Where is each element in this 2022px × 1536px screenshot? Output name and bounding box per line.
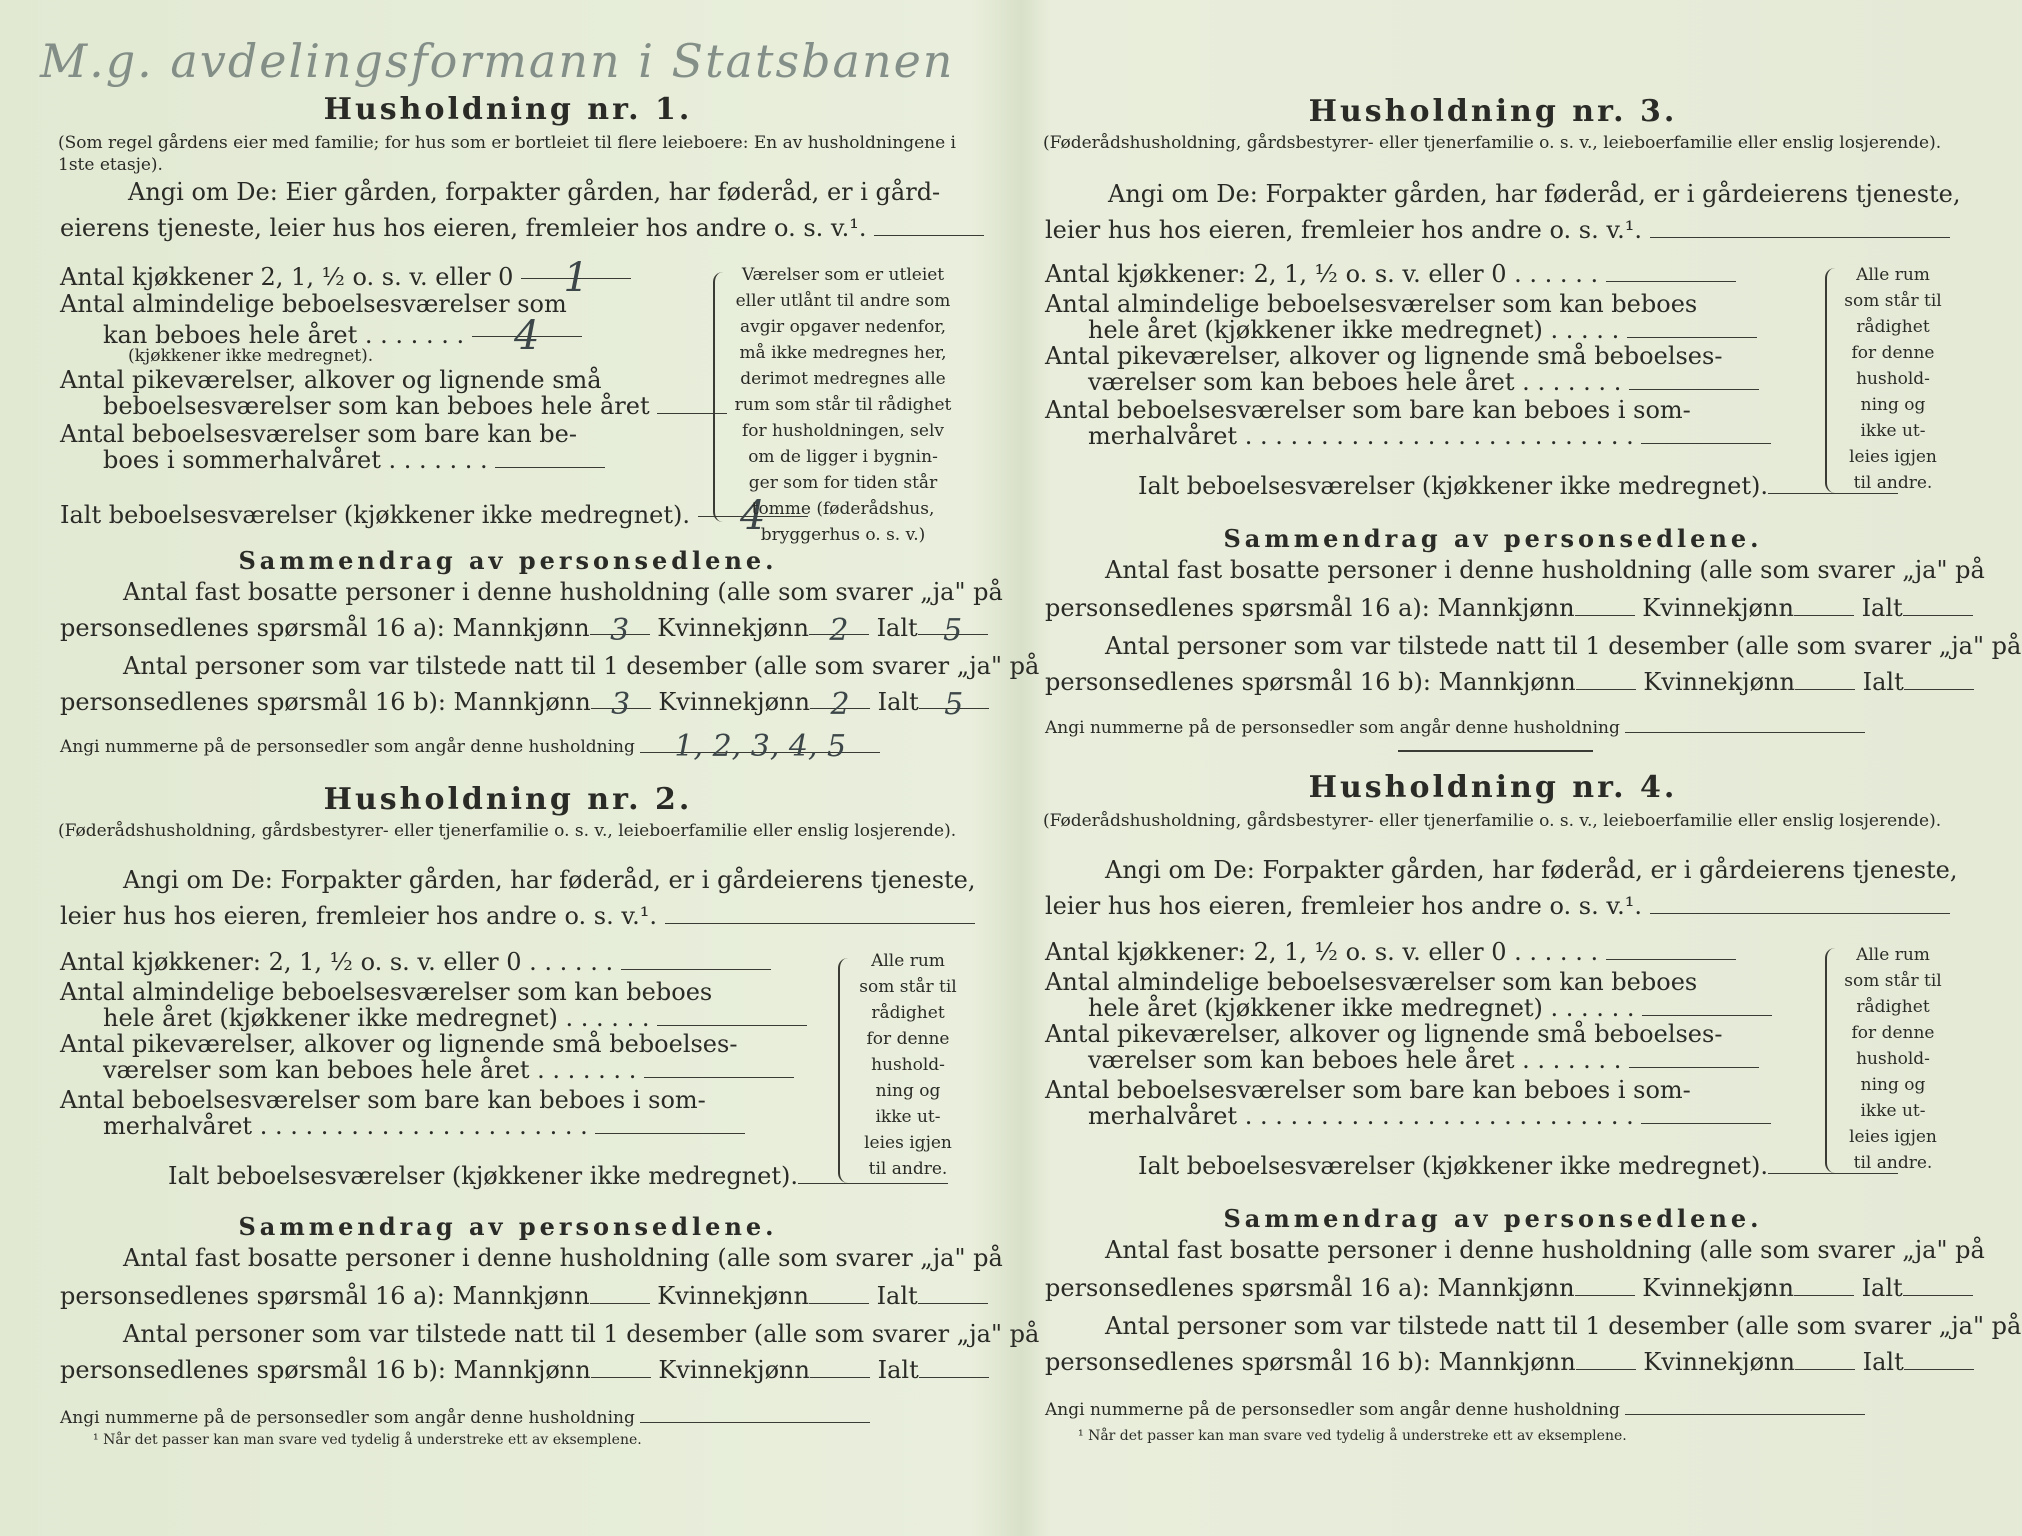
household-2-small-rooms: værelser som kan beboes hele året . . . . . . . — [103, 1056, 794, 1084]
q16b-female-fill — [1795, 669, 1855, 690]
household-4-summer-rooms-label-1: Antal beboelsesværelser som bare kan beboes i som- — [1045, 1076, 1691, 1104]
note-line: om de ligger i bygnin- — [748, 447, 938, 467]
rooms-value-fill — [472, 313, 582, 359]
household-1-q16b — [60, 687, 989, 722]
household-4-ownership-q2 — [1045, 892, 1950, 920]
household-2-title: Husholdning nr. 2. — [323, 782, 693, 817]
note-line: Alle rum — [871, 951, 945, 971]
ownership-fill — [874, 215, 984, 236]
household-2-q16b — [60, 1356, 989, 1384]
household-4-summer-rooms: merhalvåret . . . . . . . . . . . . . . . . . . . . . . . . . . — [1088, 1102, 1771, 1130]
q16a-total-value: 5 — [943, 613, 963, 648]
household-1-small-rooms-label-1: Antal pikeværelser, alkover og lignende små — [60, 366, 602, 394]
household-1-small-rooms — [103, 392, 727, 420]
q16b-male-fill — [1576, 1349, 1636, 1370]
household-4-note — [1833, 942, 1953, 1176]
household-1-ownership-q1: Angi om De: Eier gården, forpakter gården, har føderåd, er i gård- — [128, 178, 941, 206]
numbers-label: Angi nummerne på de personsedler som angår denne husholdning — [1045, 718, 1620, 738]
household-1-summer-rooms-label-1: Antal beboelsesværelser som bare kan be- — [60, 420, 577, 448]
household-2-q16a-text: Antal fast bosatte personer i denne husholdning (alle som svarer „ja" på — [123, 1244, 1003, 1272]
household-3-small-rooms: værelser som kan beboes hele året . . . . . . . — [1088, 368, 1759, 396]
q16b-female-fill — [810, 1357, 870, 1378]
footnote-right: ¹ Når det passer kan man svare ved tydelig å understreke ett av eksemplene. — [1078, 1428, 1627, 1444]
household-4-summary-title: Sammendrag av personsedlene. — [1223, 1204, 1763, 1233]
male-label: Mannkjønn — [453, 688, 591, 716]
male-label: Mannkjønn — [1437, 594, 1575, 622]
small-rooms-fill — [1629, 1047, 1759, 1068]
note-line: Alle rum — [1856, 265, 1930, 285]
household-2-q16b-text: Antal personer som var tilstede natt til 1 desember (alle som svarer „ja" på — [123, 1320, 1040, 1348]
household-1-note — [723, 262, 963, 548]
small-rooms-label: værelser som kan beboes hele året — [1088, 1046, 1515, 1074]
numbers-fill — [640, 1402, 870, 1423]
kitchens-fill — [621, 949, 771, 970]
kitchens-value-fill — [521, 255, 631, 301]
kitchens-label: Antal kjøkkener 2, 1, ½ o. s. v. eller 0 — [60, 263, 514, 291]
q16a-label: personsedlenes spørsmål 16 a): — [1045, 1274, 1430, 1302]
female-label: Kvinnekjønn — [1642, 594, 1794, 622]
q16a-total-fill — [918, 613, 988, 648]
q16a-total-fill — [918, 1283, 988, 1304]
ownership-fill — [1650, 893, 1950, 914]
household-3-numbers — [1045, 712, 1865, 738]
household-3-small-rooms-label-1: Antal pikeværelser, alkover og lignende små beboelses- — [1045, 342, 1723, 370]
rooms-label: kan beboes hele året — [103, 321, 358, 349]
household-2-intro: (Føderådshusholdning, gårdsbestyrer- eller tjenerfamilie o. s. v., leieboerfamilie eller enslig losjerende). — [58, 821, 957, 841]
household-3-note — [1833, 262, 1953, 496]
household-2-ownership-q1: Angi om De: Forpakter gården, har føderåd, er i gårdeierens tjeneste, — [123, 866, 976, 894]
household-1-rooms-label-1: Antal almindelige beboelsesværelser som — [60, 290, 567, 318]
household-3-rooms-label-1: Antal almindelige beboelsesværelser som kan beboes — [1045, 290, 1698, 318]
note-line: bryggerhus o. s. v.) — [760, 525, 926, 545]
total-label: Ialt — [1861, 594, 1903, 622]
household-4-q16b-text: Antal personer som var tilstede natt til 1 desember (alle som svarer „ja" på — [1105, 1312, 2022, 1340]
rooms-value: 4 — [513, 313, 540, 359]
numbers-value: 1, 2, 3, 4, 5 — [674, 729, 847, 764]
household-4-small-rooms: værelser som kan beboes hele året . . . . . . . — [1088, 1046, 1759, 1074]
summer-rooms-fill — [495, 447, 605, 468]
household-3-ownership-q2 — [1045, 216, 1950, 244]
note-line: rum som står til rådighet — [734, 395, 952, 415]
note-line: leies igjen — [1849, 1127, 1937, 1147]
note-line: ikke ut- — [875, 1107, 941, 1127]
note-line: rådighet — [1856, 997, 1930, 1017]
household-1-numbers — [60, 729, 880, 764]
q16a-female-fill — [809, 613, 869, 648]
household-1-q16a-text: Antal fast bosatte personer i denne husholdning (alle som svarer „ja" på — [123, 578, 1003, 606]
note-line: for denne — [1851, 1023, 1935, 1043]
q16a-female-fill — [1794, 595, 1854, 616]
household-4-intro: (Føderådshusholdning, gårdsbestyrer- eller tjenerfamilie o. s. v., leieboerfamilie eller enslig losjerende). — [1043, 811, 1942, 831]
note-line: som står til — [1844, 291, 1942, 311]
q16a-female-value: 2 — [829, 613, 849, 648]
note-line: som står til — [1844, 971, 1942, 991]
kitchens-fill — [1606, 939, 1736, 960]
household-1-summer-rooms: boes i sommerhalvåret . . . . . . . — [103, 446, 605, 474]
male-label: Mannkjønn — [1437, 1274, 1575, 1302]
q16a-male-value: 3 — [610, 613, 630, 648]
q16b-male-fill — [591, 687, 651, 722]
female-label: Kvinnekjønn — [1643, 668, 1795, 696]
summer-rooms-label: merhalvåret — [1088, 1102, 1238, 1130]
q16b-male-fill — [1576, 669, 1636, 690]
total-label: Ialt beboelsesværelser (kjøkkener ikke medregnet). — [60, 501, 691, 529]
household-4-q16a — [1045, 1274, 1973, 1302]
note-line: hushold- — [1856, 1049, 1930, 1069]
note-line: hushold- — [1856, 369, 1930, 389]
q16a-label: personsedlenes spørsmål 16 a): — [60, 614, 445, 642]
q16a-male-fill — [590, 613, 650, 648]
household-4-numbers — [1045, 1394, 1865, 1420]
male-label: Mannkjønn — [452, 614, 590, 642]
note-line: til andre. — [1853, 473, 1933, 493]
rooms-fill — [1642, 995, 1772, 1016]
note-line: for denne — [866, 1029, 950, 1049]
household-4-small-rooms-label-1: Antal pikeværelser, alkover og lignende små beboelses- — [1045, 1020, 1723, 1048]
small-rooms-label: værelser som kan beboes hele året — [1088, 368, 1515, 396]
household-2-numbers — [60, 1402, 870, 1428]
q16b-total-value: 5 — [944, 687, 964, 722]
household-1-rooms-note: (kjøkkener ikke medregnet). — [128, 346, 374, 366]
note-line: som står til — [859, 977, 957, 997]
household-2-summer-rooms-label-1: Antal beboelsesværelser som bare kan beboes i som- — [60, 1086, 706, 1114]
household-1-title: Husholdning nr. 1. — [323, 92, 693, 127]
female-label: Kvinnekjønn — [657, 1282, 809, 1310]
q16a-male-fill — [590, 1283, 650, 1304]
total-label: Ialt — [1862, 668, 1904, 696]
household-2-ownership-q2 — [60, 902, 975, 930]
rooms-label: hele året (kjøkkener ikke medregnet) — [1088, 316, 1543, 344]
summer-rooms-fill — [1641, 1103, 1771, 1124]
handwritten-header-note: M.g. avdelingsformann i Statsbanen — [40, 34, 955, 88]
total-label: Ialt beboelsesværelser (kjøkkener ikke medregnet). — [1138, 1152, 1769, 1180]
section-divider — [1398, 750, 1593, 752]
total-label: Ialt — [1862, 1348, 1904, 1376]
household-2-total — [168, 1162, 948, 1190]
household-3-title: Husholdning nr. 3. — [1308, 94, 1678, 129]
q16a-female-fill — [809, 1283, 869, 1304]
household-4-rooms-label-1: Antal almindelige beboelsesværelser som kan beboes — [1045, 968, 1698, 996]
household-3-rooms: hele året (kjøkkener ikke medregnet) . . . . . — [1088, 316, 1757, 344]
household-1-q16b-text: Antal personer som var tilstede natt til 1 desember (alle som svarer „ja" på — [123, 652, 1040, 680]
numbers-label: Angi nummerne på de personsedler som angår denne husholdning — [1045, 1400, 1620, 1420]
note-line: til andre. — [868, 1159, 948, 1179]
household-3-q16b-text: Antal personer som var tilstede natt til 1 desember (alle som svarer „ja" på — [1105, 632, 2022, 660]
q16a-total-fill — [1903, 1275, 1973, 1296]
numbers-label: Angi nummerne på de personsedler som angår denne husholdning — [60, 737, 635, 757]
note-line: tomme (føderådshus, — [751, 499, 935, 519]
household-3-summer-rooms-label-1: Antal beboelsesværelser som bare kan beboes i som- — [1045, 396, 1691, 424]
total-label: Ialt — [877, 1356, 919, 1384]
male-label: Mannkjønn — [452, 1282, 590, 1310]
q16a-label: personsedlenes spørsmål 16 a): — [60, 1282, 445, 1310]
female-label: Kvinnekjønn — [658, 1356, 810, 1384]
male-label: Mannkjønn — [1438, 668, 1576, 696]
q16b-label: personsedlenes spørsmål 16 b): — [1045, 1348, 1431, 1376]
household-4-ownership-q1: Angi om De: Forpakter gården, har føderåd, er i gårdeierens tjeneste, — [1105, 856, 1958, 884]
rooms-fill — [657, 1005, 807, 1026]
ownership-q2-text: leier hus hos eieren, fremleier hos andre o. s. v.¹. — [1045, 892, 1642, 920]
note-line: må ikke medregnes her, — [739, 343, 947, 363]
ownership-fill — [1650, 217, 1950, 238]
household-2-q16a — [60, 1282, 988, 1310]
summer-rooms-fill — [1641, 423, 1771, 444]
total-label: Ialt — [876, 1282, 918, 1310]
household-3-total — [1138, 472, 1898, 500]
note-line: ikke ut- — [1860, 421, 1926, 441]
total-label: Ialt — [877, 688, 919, 716]
household-2-note — [848, 948, 968, 1182]
note-line: avgir opgaver nedenfor, — [739, 317, 946, 337]
household-3-ownership-q1: Angi om De: Forpakter gården, har føderåd, er i gårdeierens tjeneste, — [1108, 180, 1961, 208]
note-line: derimot medregnes alle — [740, 369, 946, 389]
note-line: Værelser som er utleiet — [741, 265, 945, 285]
note-line: ning og — [875, 1081, 941, 1101]
q16b-total-fill — [919, 687, 989, 722]
household-4-kitchens: Antal kjøkkener: 2, 1, ½ o. s. v. eller 0 . . . . . . — [1045, 938, 1736, 966]
ownership-q2-text: leier hus hos eieren, fremleier hos andre o. s. v.¹. — [60, 902, 657, 930]
rooms-label: hele året (kjøkkener ikke medregnet) — [103, 1004, 558, 1032]
household-4-q16a-text: Antal fast bosatte personer i denne husholdning (alle som svarer „ja" på — [1105, 1236, 1985, 1264]
female-label: Kvinnekjønn — [658, 688, 810, 716]
q16a-label: personsedlenes spørsmål 16 a): — [1045, 594, 1430, 622]
q16b-label: personsedlenes spørsmål 16 b): — [60, 688, 446, 716]
note-line: til andre. — [1853, 1153, 1933, 1173]
total-label: Ialt beboelsesværelser (kjøkkener ikke medregnet). — [168, 1162, 799, 1190]
q16a-total-fill — [1903, 595, 1973, 616]
household-3-q16a-text: Antal fast bosatte personer i denne husholdning (alle som svarer „ja" på — [1105, 556, 1985, 584]
household-4-q16b — [1045, 1348, 1974, 1376]
household-2-rooms-label-1: Antal almindelige beboelsesværelser som kan beboes — [60, 978, 713, 1006]
ownership-fill — [665, 903, 975, 924]
household-2-kitchens: Antal kjøkkener: 2, 1, ½ o. s. v. eller 0 . . . . . . — [60, 948, 771, 976]
total-label: Ialt beboelsesværelser (kjøkkener ikke medregnet). — [1138, 472, 1769, 500]
ownership-q2-text: leier hus hos eieren, fremleier hos andre o. s. v.¹. — [1045, 216, 1642, 244]
q16a-male-fill — [1575, 595, 1635, 616]
household-1-total — [60, 493, 808, 539]
kitchens-fill — [1606, 261, 1736, 282]
numbers-label: Angi nummerne på de personsedler som angår denne husholdning — [60, 1408, 635, 1428]
household-1-q16a — [60, 613, 988, 648]
ownership-q2-text: eierens tjeneste, leier hus hos eieren, fremleier hos andre o. s. v.¹. — [60, 214, 867, 242]
household-1-summary-title: Sammendrag av personsedlene. — [238, 546, 778, 575]
note-line: ger som for tiden står — [748, 473, 938, 493]
note-line: Alle rum — [1856, 945, 1930, 965]
q16b-total-fill — [1904, 669, 1974, 690]
note-line: for denne — [1851, 343, 1935, 363]
note-line: for husholdningen, selv — [741, 421, 945, 441]
rooms-label: hele året (kjøkkener ikke medregnet) — [1088, 994, 1543, 1022]
male-label: Mannkjønn — [1438, 1348, 1576, 1376]
q16b-male-fill — [591, 1357, 651, 1378]
household-1-ownership-q2 — [60, 214, 984, 242]
household-1-intro: (Som regel gårdens eier med familie; for hus som er bortleiet til flere leieboere: En av husholdningene i 1ste etasje). — [58, 133, 956, 175]
male-label: Mannkjønn — [453, 1356, 591, 1384]
household-3-kitchens: Antal kjøkkener: 2, 1, ½ o. s. v. eller 0 . . . . . . — [1045, 260, 1736, 288]
q16b-label: personsedlenes spørsmål 16 b): — [1045, 668, 1431, 696]
total-label: Ialt — [876, 614, 918, 642]
numbers-fill — [1625, 712, 1865, 733]
note-line: ning og — [1860, 1075, 1926, 1095]
q16b-total-fill — [919, 1357, 989, 1378]
note-line: rådighet — [871, 1003, 945, 1023]
household-2-summary-title: Sammendrag av personsedlene. — [238, 1212, 778, 1241]
household-3-summary-title: Sammendrag av personsedlene. — [1223, 524, 1763, 553]
q16b-label: personsedlenes spørsmål 16 b): — [60, 1356, 446, 1384]
kitchens-label: Antal kjøkkener: 2, 1, ½ o. s. v. eller 0 — [1045, 938, 1507, 966]
female-label: Kvinnekjønn — [657, 614, 809, 642]
kitchens-value: 1 — [563, 255, 589, 301]
q16a-female-fill — [1794, 1275, 1854, 1296]
note-line: hushold- — [871, 1055, 945, 1075]
footnote-left: ¹ Når det passer kan man svare ved tydelig å understreke ett av eksemplene. — [93, 1432, 642, 1448]
household-4-total — [1138, 1152, 1898, 1180]
note-line: eller utlånt til andre som — [735, 291, 951, 311]
kitchens-label: Antal kjøkkener: 2, 1, ½ o. s. v. eller 0 — [60, 948, 522, 976]
summer-rooms-label: merhalvåret — [103, 1112, 253, 1140]
household-1-kitchens — [60, 255, 631, 301]
rooms-fill — [1627, 317, 1757, 338]
household-3-intro: (Føderådshusholdning, gårdsbestyrer- eller tjenerfamilie o. s. v., leieboerfamilie eller enslig losjerende). — [1043, 133, 1942, 153]
household-2-rooms: hele året (kjøkkener ikke medregnet) . . . . . . — [103, 1004, 807, 1032]
note-line: ning og — [1860, 395, 1926, 415]
household-1-rooms: kan beboes hele året . . . . . . . 4 — [103, 316, 582, 349]
kitchens-label: Antal kjøkkener: 2, 1, ½ o. s. v. eller 0 — [1045, 260, 1507, 288]
note-line: leies igjen — [864, 1133, 952, 1153]
summer-rooms-fill — [595, 1113, 745, 1134]
note-line: rådighet — [1856, 317, 1930, 337]
household-2-small-rooms-label-1: Antal pikeværelser, alkover og lignende små beboelses- — [60, 1030, 738, 1058]
female-label: Kvinnekjønn — [1643, 1348, 1795, 1376]
q16b-total-fill — [1904, 1349, 1974, 1370]
numbers-fill — [1625, 1394, 1865, 1415]
q16b-female-value: 2 — [830, 687, 850, 722]
note-line: leies igjen — [1849, 447, 1937, 467]
small-rooms-label: beboelsesværelser som kan beboes hele året — [103, 392, 650, 420]
total-value: 4 — [739, 493, 766, 539]
household-3-q16a — [1045, 594, 1973, 622]
small-rooms-fill — [644, 1057, 794, 1078]
household-4-title: Husholdning nr. 4. — [1308, 770, 1678, 805]
q16b-female-fill — [810, 687, 870, 722]
q16b-female-fill — [1795, 1349, 1855, 1370]
q16b-male-value: 3 — [611, 687, 631, 722]
note-line: ikke ut- — [1860, 1101, 1926, 1121]
summer-rooms-label: boes i sommerhalvåret — [103, 446, 381, 474]
summer-rooms-label: merhalvåret — [1088, 422, 1238, 450]
numbers-fill — [640, 729, 880, 764]
household-3-summer-rooms: merhalvåret . . . . . . . . . . . . . . . . . . . . . . . . . . — [1088, 422, 1771, 450]
household-4-rooms: hele året (kjøkkener ikke medregnet) . . . . . . — [1088, 994, 1772, 1022]
household-3-q16b — [1045, 668, 1974, 696]
small-rooms-fill — [1629, 369, 1759, 390]
total-label: Ialt — [1861, 1274, 1903, 1302]
household-2-summer-rooms: merhalvåret . . . . . . . . . . . . . . . . . . . . . . — [103, 1112, 745, 1140]
female-label: Kvinnekjønn — [1642, 1274, 1794, 1302]
small-rooms-label: værelser som kan beboes hele året — [103, 1056, 530, 1084]
q16a-male-fill — [1575, 1275, 1635, 1296]
